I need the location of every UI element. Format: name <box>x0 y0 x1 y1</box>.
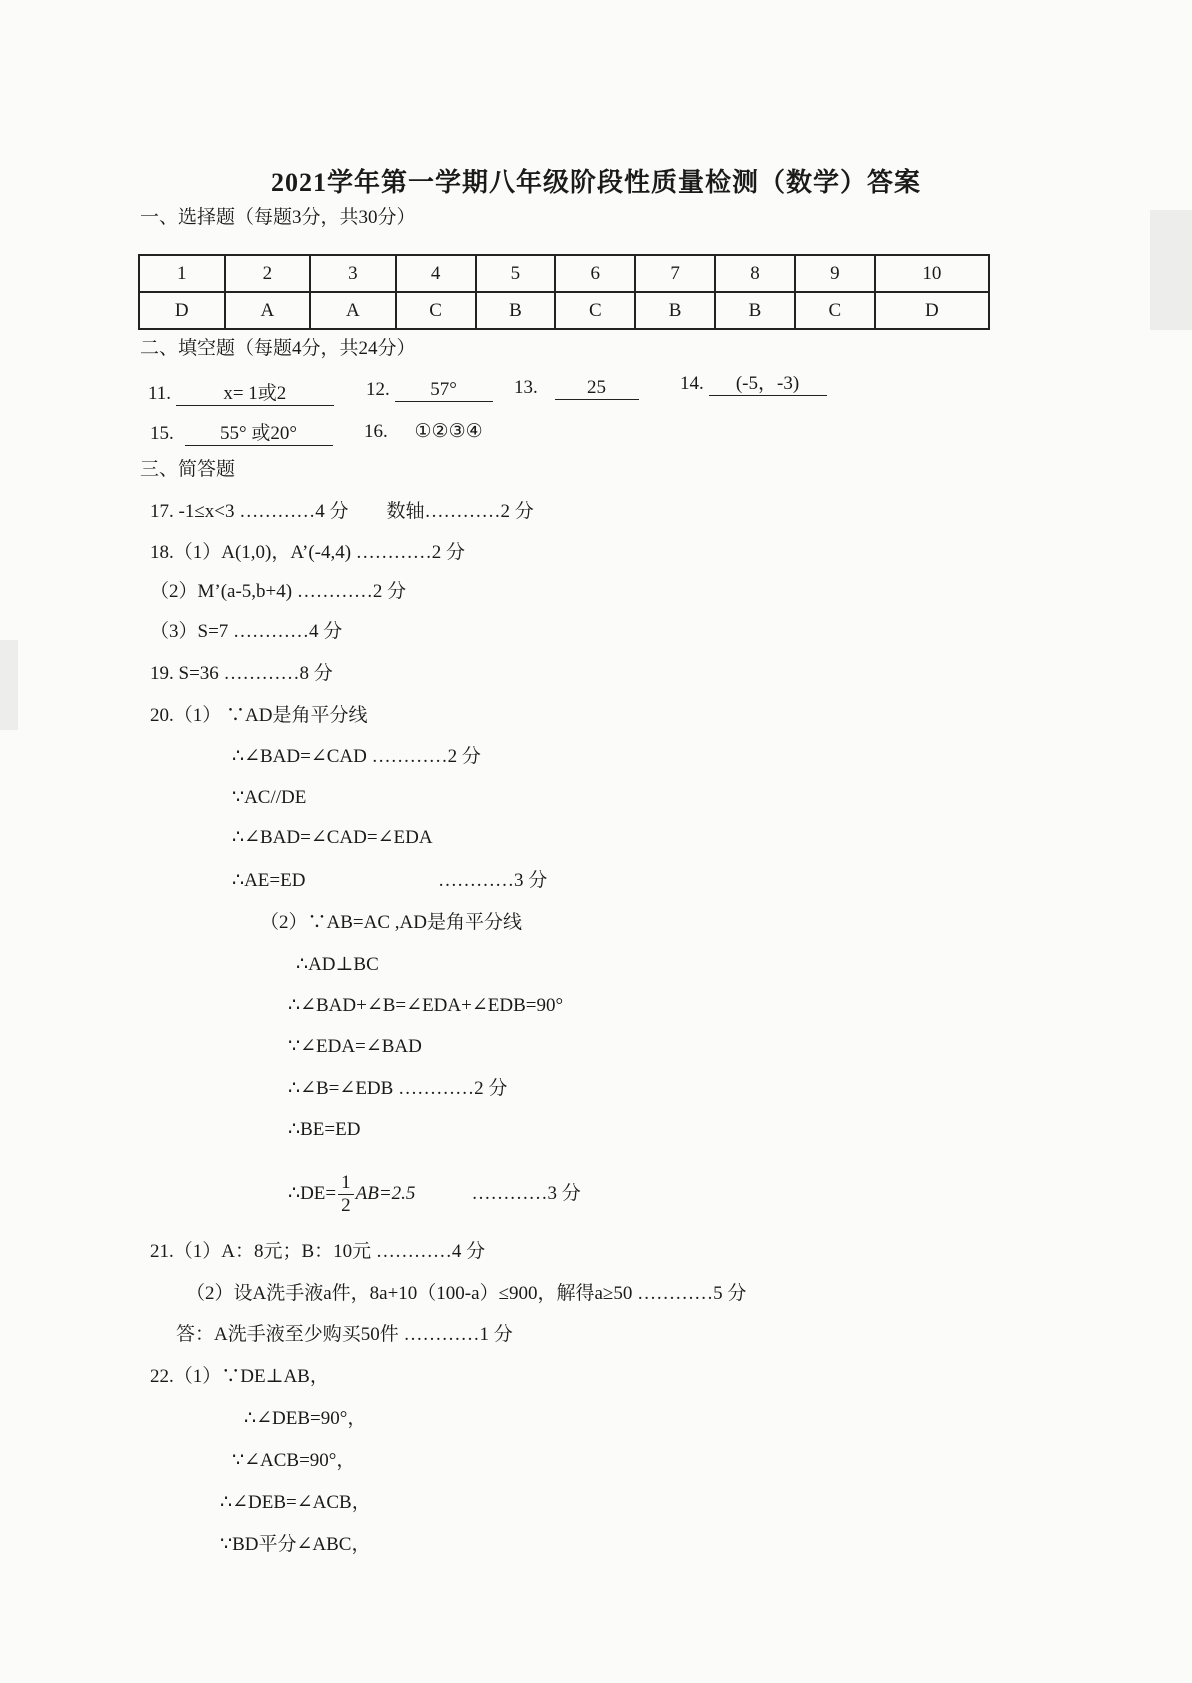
answer-line: 17. -1≤x<3 …………4 分 数轴…………2 分 <box>150 501 534 522</box>
answer-line: （3）S=7 …………4 分 <box>150 621 343 642</box>
table-row-numbers <box>139 255 989 292</box>
choice-answer-table <box>138 254 990 330</box>
answer-line: ∴∠BAD=∠CAD=∠EDA <box>232 827 433 848</box>
fill-q12 <box>366 378 493 402</box>
question-number: 12. <box>366 379 390 400</box>
question-number: 14. <box>680 373 704 394</box>
table-cell: A <box>225 292 311 329</box>
fraction-denominator: 2 <box>341 1195 351 1217</box>
score-mark: …………3 分 <box>471 1183 581 1204</box>
answer-line: ∴AD⊥BC <box>296 954 379 975</box>
table-cell: 6 <box>555 255 635 292</box>
score-mark: …………3 分 <box>438 870 548 891</box>
table-cell: 9 <box>795 255 875 292</box>
answer-line: （2）M’(a-5,b+4) …………2 分 <box>150 581 407 602</box>
answer-blank: 25 <box>555 377 639 400</box>
fraction-prefix: ∴DE= <box>288 1183 337 1204</box>
answer-line: ∴∠BAD=∠CAD …………2 分 <box>232 746 481 767</box>
fraction-suffix: AB=2.5 <box>355 1183 416 1204</box>
answer-line: ∴BE=ED <box>288 1119 361 1140</box>
table-cell: 7 <box>635 255 715 292</box>
table-cell: 4 <box>396 255 476 292</box>
fill-q16 <box>364 420 483 444</box>
table-cell: C <box>555 292 635 329</box>
answer-line: ∵∠EDA=∠BAD <box>288 1036 422 1057</box>
answer-line: ∴∠DEB=∠ACB， <box>220 1492 371 1513</box>
answer-line: ∴∠DEB=90°， <box>244 1408 367 1429</box>
section-heading-choice: 一、选择题（每题3分，共30分） <box>140 207 416 228</box>
answer-blank: 55° 或20° <box>185 423 333 446</box>
answer-line: 20.（1） ∵AD是角平分线 <box>150 705 368 726</box>
question-number: 11. <box>148 383 172 404</box>
answer-line-fraction <box>288 1170 581 1218</box>
table-cell: 3 <box>310 255 396 292</box>
section-heading-short: 三、简答题 <box>140 459 236 480</box>
answer-line: ∵AC//DE <box>232 787 307 808</box>
answer-line: ∵∠ACB=90°， <box>232 1450 356 1471</box>
answer-line: ∵BD平分∠ABC， <box>220 1534 371 1555</box>
answer-text: ①②③④ <box>414 421 483 442</box>
table-cell: B <box>635 292 715 329</box>
table-cell: 2 <box>225 255 311 292</box>
answer-line: 19. S=36 …………8 分 <box>150 663 333 684</box>
question-number: 15. <box>150 423 174 444</box>
page-title: 2021学年第一学期八年级阶段性质量检测（数学）答案 <box>270 168 921 197</box>
table-cell: A <box>310 292 396 329</box>
table-cell: D <box>875 292 989 329</box>
question-number: 16. <box>364 421 388 442</box>
table-cell: 5 <box>476 255 556 292</box>
table-cell: C <box>396 292 476 329</box>
answer-line: 答：A洗手液至少购买50件 …………1 分 <box>176 1324 513 1345</box>
table-cell: 1 <box>139 255 225 292</box>
answer-line: 21.（1）A：8元；B：10元 …………4 分 <box>150 1241 486 1262</box>
table-cell: 10 <box>875 255 989 292</box>
answer-line: ∴AE=ED <box>232 870 306 891</box>
answer-line: 22.（1）∵DE⊥AB， <box>150 1366 329 1387</box>
question-number: 13. <box>514 377 538 398</box>
fraction <box>338 1172 354 1217</box>
answer-blank: x= 1或2 <box>176 383 334 406</box>
answer-blank: (-5，-3) <box>709 373 827 396</box>
answer-line: （2）∵AB=AC ,AD是角平分线 <box>260 912 522 933</box>
fill-q13 <box>514 376 639 400</box>
fill-q14 <box>680 372 827 396</box>
table-cell: 8 <box>715 255 795 292</box>
answer-blank: 57° <box>395 379 493 402</box>
answer-line: （2）设A洗手液a件，8a+10（100-a）≤900，解得a≥50 …………5 分 <box>186 1283 747 1304</box>
answer-line: 18.（1）A(1,0)，A’(-4,4) …………2 分 <box>150 542 466 563</box>
answer-line: ∴∠BAD+∠B=∠EDA+∠EDB=90° <box>288 995 564 1016</box>
scan-artifact <box>1150 210 1192 330</box>
fraction-numerator: 1 <box>338 1172 354 1195</box>
scan-artifact <box>0 640 18 730</box>
fill-q11 <box>148 382 334 406</box>
section-heading-fill: 二、填空题（每题4分，共24分） <box>140 338 416 359</box>
table-cell: B <box>715 292 795 329</box>
table-cell: C <box>795 292 875 329</box>
table-cell: B <box>476 292 556 329</box>
fill-q15 <box>150 422 333 446</box>
answer-line: ∴∠B=∠EDB …………2 分 <box>288 1078 508 1099</box>
table-row-answers <box>139 292 989 329</box>
table-cell: D <box>139 292 225 329</box>
